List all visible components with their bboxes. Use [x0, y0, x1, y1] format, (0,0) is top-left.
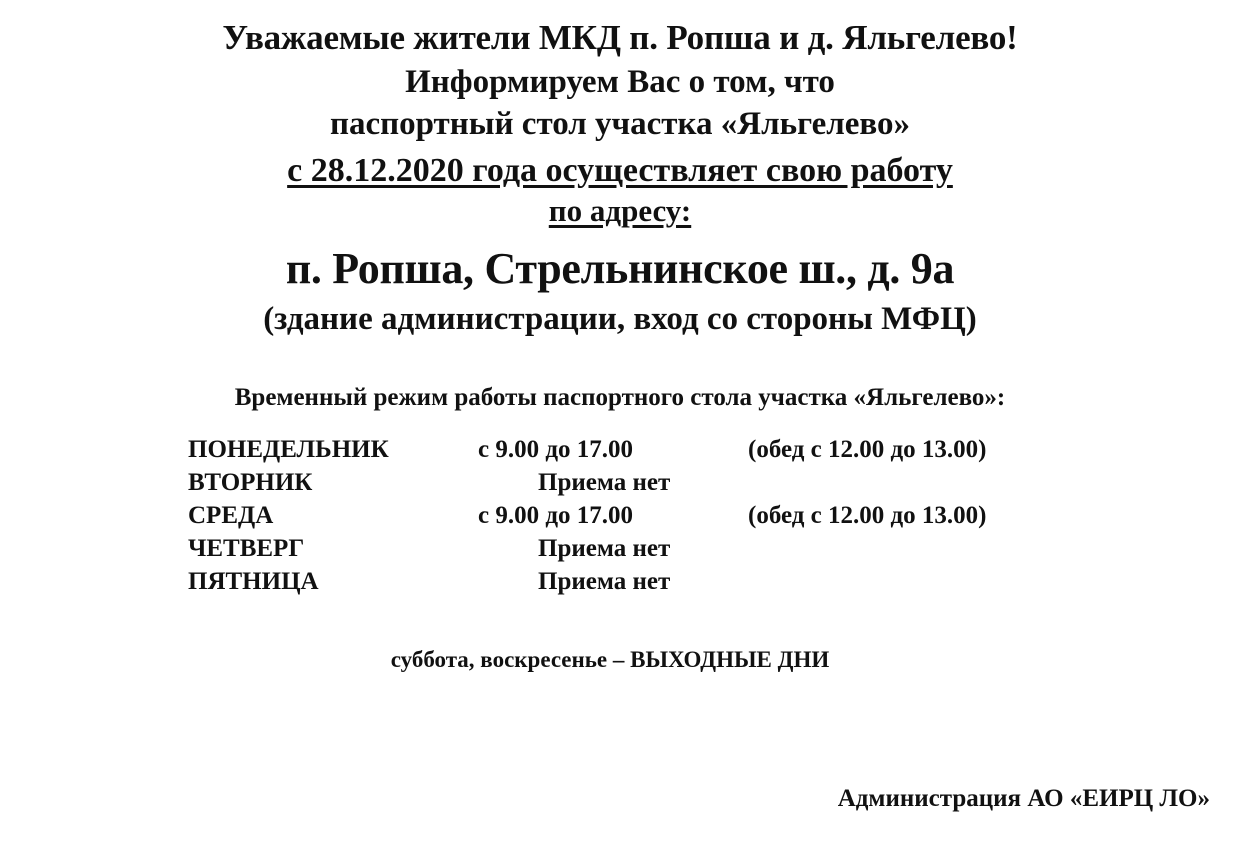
schedule-lunch: (обед с 12.00 до 13.00) — [748, 435, 987, 463]
schedule-day: ПЯТНИЦА — [188, 567, 319, 595]
table-row — [188, 535, 1068, 568]
schedule-title: Временный режим работы паспортного стола участка «Яльгелево»: — [234, 383, 1006, 411]
schedule-hours: Приема нет — [538, 468, 671, 496]
notice-line-4-text: с 28.12.2020 года осуществляет свою работу — [287, 152, 953, 190]
notice-line-3: паспортный стол участка «Яльгелево» — [329, 105, 911, 142]
notice-address: п. Ропша, Стрельнинское ш., д. 9а — [285, 243, 955, 293]
notice-line-1: Уважаемые жители МКД п. Ропша и д. Яльгелево! — [222, 18, 1018, 57]
notice-line-4 — [30, 151, 1210, 190]
weekend-note: суббота, воскресенье – ВЫХОДНЫЕ ДНИ — [390, 646, 830, 672]
notice-line-2: Информируем Вас о том, что — [405, 63, 835, 100]
notice-line-5-text: по адресу: — [548, 192, 692, 228]
schedule-hours: Приема нет — [538, 534, 671, 562]
notice-headline — [30, 18, 1210, 338]
schedule-day: ВТОРНИК — [188, 468, 313, 496]
schedule-lunch: (обед с 12.00 до 13.00) — [748, 501, 987, 529]
table-row — [188, 502, 1068, 535]
notice-line-5 — [30, 193, 1210, 229]
schedule-hours: Приема нет — [538, 567, 671, 595]
schedule-table — [188, 436, 1068, 601]
schedule-hours: с 9.00 до 17.00 — [478, 435, 633, 463]
notice-address-note: (здание администрации, вход со стороны МФЦ) — [263, 300, 977, 337]
table-row — [188, 436, 1068, 469]
schedule-day: ПОНЕДЕЛЬНИК — [188, 435, 389, 463]
schedule-day: СРЕДА — [188, 501, 274, 529]
table-row — [188, 469, 1068, 502]
table-row — [188, 568, 1068, 601]
signature: Администрация АО «ЕИРЦ ЛО» — [837, 785, 1210, 812]
schedule-hours: с 9.00 до 17.00 — [478, 501, 633, 529]
schedule-day: ЧЕТВЕРГ — [188, 534, 305, 562]
